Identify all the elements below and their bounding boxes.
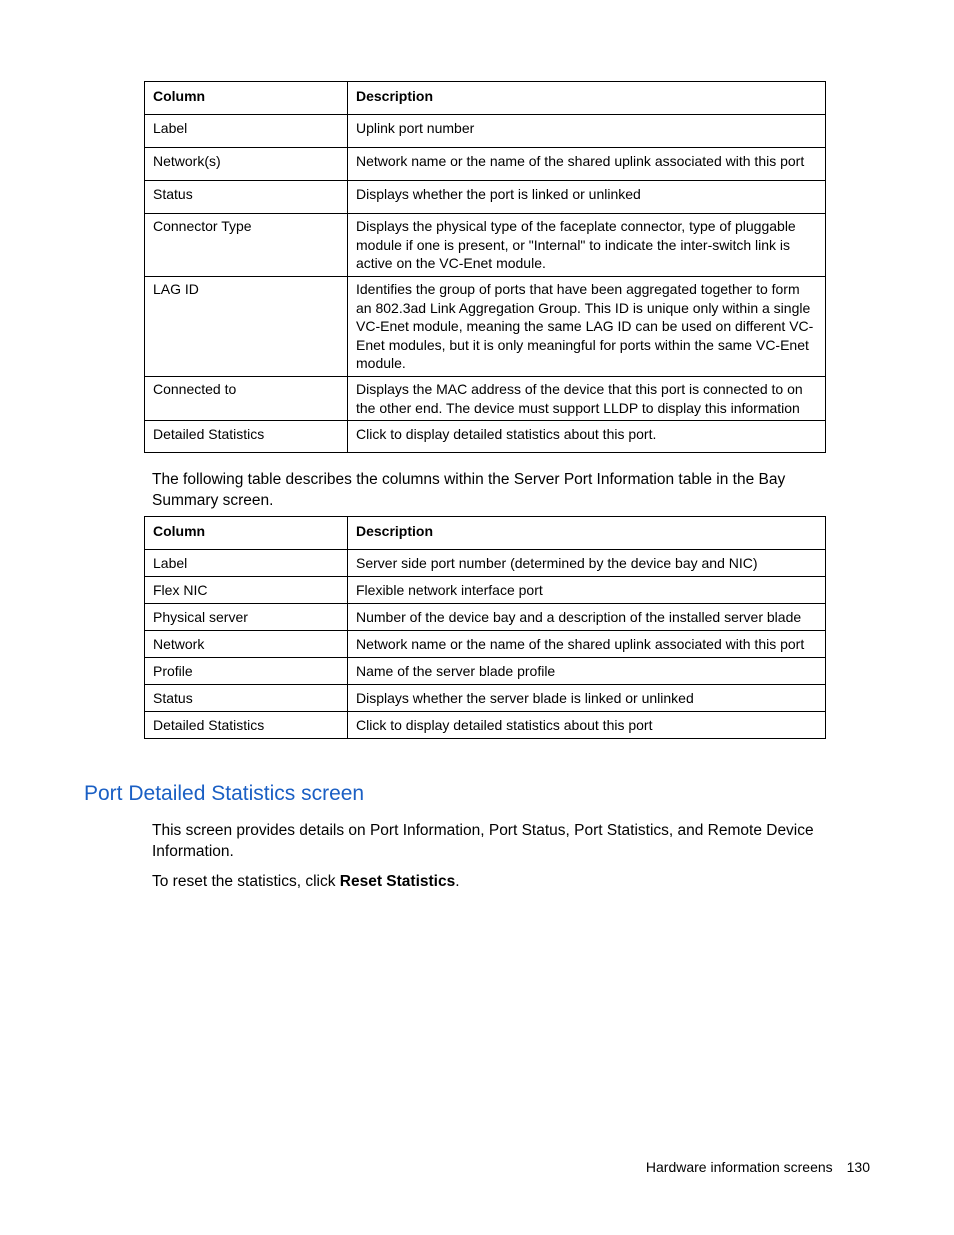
description-header: Description xyxy=(348,82,826,115)
description-cell: Network name or the name of the shared uplink associated with this port xyxy=(348,631,826,658)
table-row xyxy=(145,685,826,712)
intro-paragraph: The following table describes the columns within the Server Port Information table in the Bay Summary screen. xyxy=(152,471,786,509)
table-row xyxy=(145,214,826,277)
column-cell: Profile xyxy=(145,658,348,685)
footer-section-title: Hardware information screens xyxy=(645,1159,833,1175)
column-cell: Physical server xyxy=(145,604,348,631)
description-cell: Identifies the group of ports that have been aggregated together to form an 802.3ad Link Aggregation Group. This ID is unique only within a single VC-Enet module, meaning the same LAG ID can be used on different VC-Enet modules, but it is only meaningful for ports within the same VC-Enet module. xyxy=(348,277,826,377)
column-cell: Label xyxy=(145,115,348,148)
column-cell: Flex NIC xyxy=(145,577,348,604)
description-header: Description xyxy=(348,517,826,550)
table-row xyxy=(145,631,826,658)
section-heading: Port Detailed Statistics screen xyxy=(84,782,365,805)
description-cell: Name of the server blade profile xyxy=(348,658,826,685)
column-cell: Network xyxy=(145,631,348,658)
column-cell: Label xyxy=(145,550,348,577)
description-cell: Click to display detailed statistics about this port. xyxy=(348,421,826,453)
description-cell: Number of the device bay and a description of the installed server blade xyxy=(348,604,826,631)
table-row xyxy=(145,148,826,181)
column-cell: Status xyxy=(145,181,348,214)
table-row xyxy=(145,421,826,453)
description-cell: Displays whether the port is linked or unlinked xyxy=(348,181,826,214)
description-cell: Uplink port number xyxy=(348,115,826,148)
table-row xyxy=(145,377,826,421)
page-number: 130 xyxy=(846,1159,870,1175)
table-row xyxy=(145,550,826,577)
column-cell: Connector Type xyxy=(145,214,348,277)
table-header-row xyxy=(145,517,826,550)
table-row xyxy=(145,115,826,148)
description-cell: Flexible network interface port xyxy=(348,577,826,604)
column-cell: Network(s) xyxy=(145,148,348,181)
table-row xyxy=(145,181,826,214)
description-cell: Displays the MAC address of the device that this port is connected to on the other end. The device must support LLDP to display this information xyxy=(348,377,826,421)
column-cell: Status xyxy=(145,685,348,712)
column-cell: Connected to xyxy=(145,377,348,421)
page-footer xyxy=(646,1159,870,1175)
table-header-row xyxy=(145,82,826,115)
table-row xyxy=(145,712,826,739)
section-paragraph: This screen provides details on Port Information, Port Status, Port Statistics, and Remote Device Information. xyxy=(152,822,814,860)
reset-suffix: . xyxy=(455,873,460,890)
column-header: Column xyxy=(145,82,348,115)
description-cell: Server side port number (determined by the device bay and NIC) xyxy=(348,550,826,577)
table-row xyxy=(145,604,826,631)
column-header: Column xyxy=(145,517,348,550)
column-cell: Detailed Statistics xyxy=(145,421,348,453)
reset-instruction xyxy=(152,871,847,892)
description-cell: Displays whether the server blade is linked or unlinked xyxy=(348,685,826,712)
column-cell: LAG ID xyxy=(145,277,348,377)
server-port-columns-table xyxy=(144,516,826,739)
reset-statistics-label: Reset Statistics xyxy=(339,873,456,890)
table-row xyxy=(145,277,826,377)
column-cell: Detailed Statistics xyxy=(145,712,348,739)
reset-prefix: To reset the statistics, click xyxy=(152,873,340,890)
description-cell: Click to display detailed statistics about this port xyxy=(348,712,826,739)
table-row xyxy=(145,658,826,685)
description-cell: Displays the physical type of the faceplate connector, type of pluggable module if one is present, or "Internal" to indicate the inter-switch link is active on the VC-Enet module. xyxy=(348,214,826,277)
uplink-port-columns-table xyxy=(144,81,826,453)
table-row xyxy=(145,577,826,604)
description-cell: Network name or the name of the shared uplink associated with this port xyxy=(348,148,826,181)
